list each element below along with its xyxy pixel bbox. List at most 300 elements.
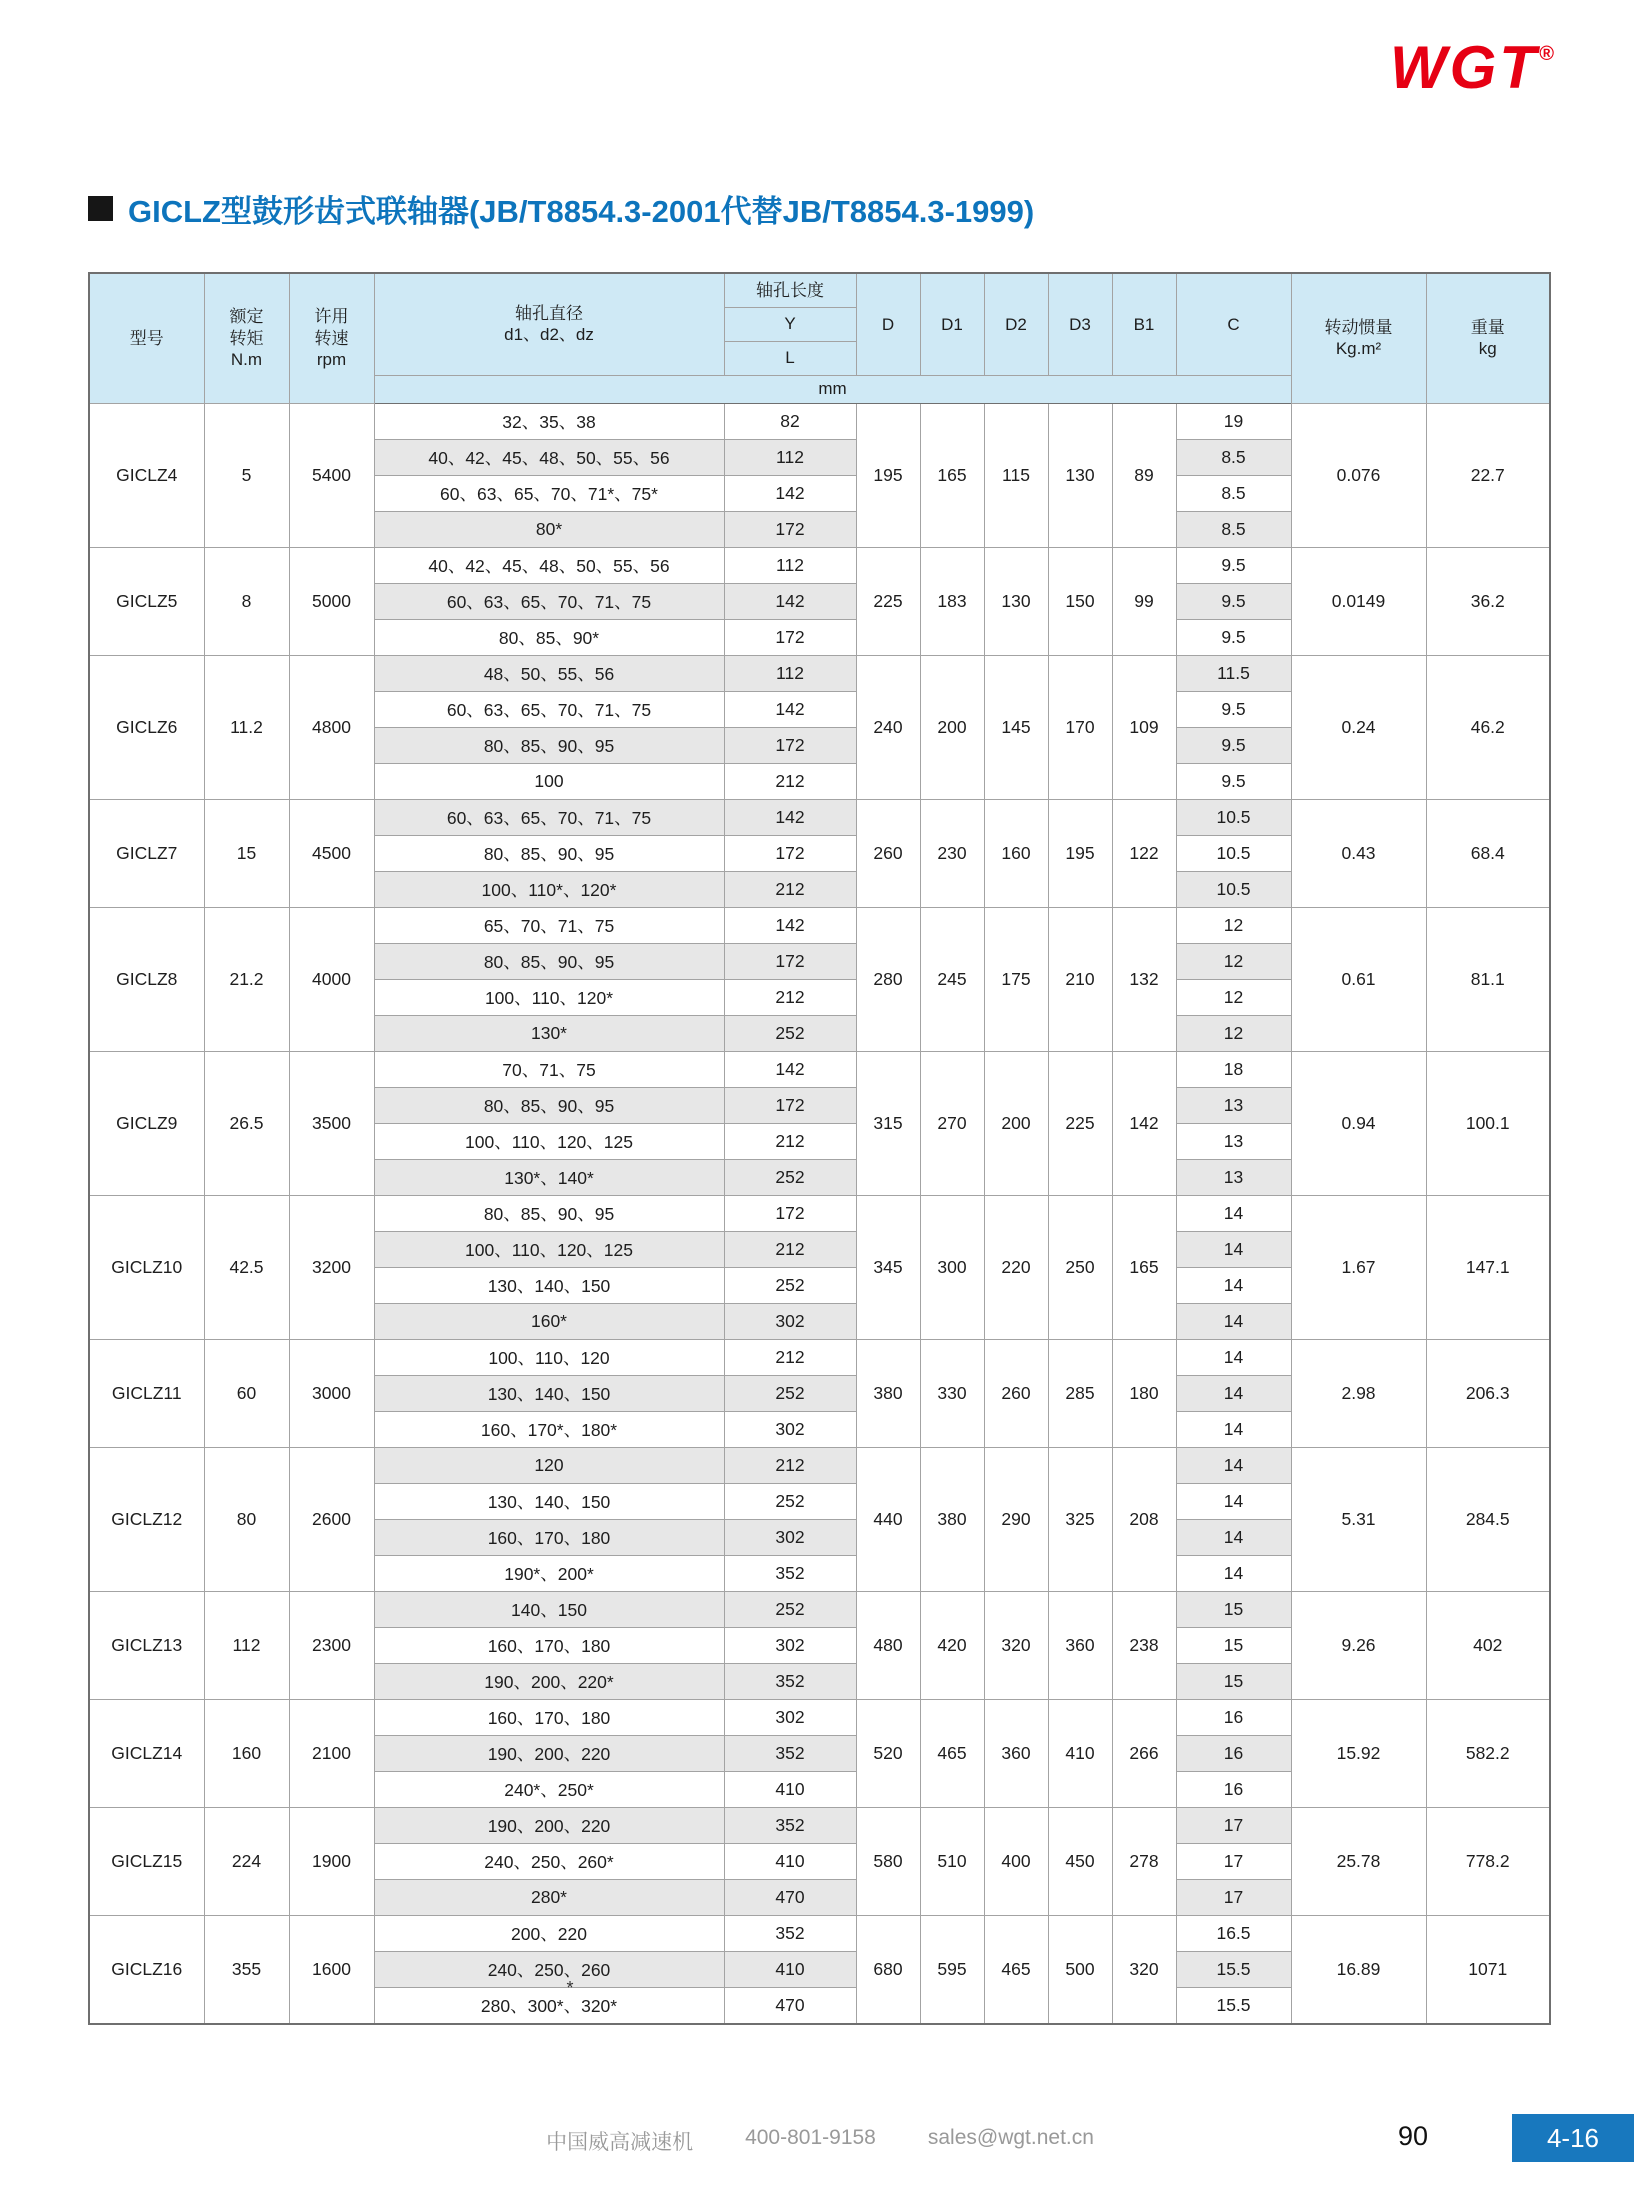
bore-length-cell: 252 xyxy=(724,1015,856,1051)
bore-diameter-cell: 70、71、75 xyxy=(374,1051,724,1087)
dim-C-cell: 14 xyxy=(1176,1303,1291,1339)
speed-cell: 2300 xyxy=(289,1591,374,1699)
speed-cell: 3500 xyxy=(289,1051,374,1195)
inertia-cell: 0.24 xyxy=(1291,655,1426,799)
bore-length-cell: 252 xyxy=(724,1483,856,1519)
dim-C-cell: 16 xyxy=(1176,1735,1291,1771)
bore-length-cell: 410 xyxy=(724,1951,856,1987)
speed-cell: 4000 xyxy=(289,907,374,1051)
dim-C-cell: 9.5 xyxy=(1176,583,1291,619)
bore-diameter-cell: 32、35、38 xyxy=(374,403,724,439)
bore-length-cell: 302 xyxy=(724,1519,856,1555)
header-inertia: 转动惯量 Kg.m² xyxy=(1291,273,1426,403)
dim-D-cell: 225 xyxy=(856,547,920,655)
footer xyxy=(420,2126,1220,2156)
header-unit-mm: mm xyxy=(374,375,1291,403)
dim-D2-cell: 220 xyxy=(984,1195,1048,1339)
bore-diameter-cell: 40、42、45、48、50、55、56 xyxy=(374,547,724,583)
torque-cell: 15 xyxy=(204,799,289,907)
registered-mark: ® xyxy=(1538,43,1554,65)
dim-C-cell: 13 xyxy=(1176,1123,1291,1159)
bore-diameter-cell: 280、300*、320* xyxy=(374,1987,724,2024)
dim-C-cell: 9.5 xyxy=(1176,727,1291,763)
dim-D1-cell: 165 xyxy=(920,403,984,547)
dim-B1-cell: 165 xyxy=(1112,1195,1176,1339)
model-cell: GICLZ12 xyxy=(89,1447,204,1591)
dim-D1-cell: 270 xyxy=(920,1051,984,1195)
dim-D1-cell: 380 xyxy=(920,1447,984,1591)
model-cell: GICLZ7 xyxy=(89,799,204,907)
weight-cell: 46.2 xyxy=(1426,655,1550,799)
table-row xyxy=(89,799,1550,835)
speed-cell: 4800 xyxy=(289,655,374,799)
wgt-logo xyxy=(1390,34,1554,101)
dim-C-cell: 10.5 xyxy=(1176,871,1291,907)
speed-cell: 5000 xyxy=(289,547,374,655)
dim-D3-cell: 360 xyxy=(1048,1591,1112,1699)
bore-length-cell: 410 xyxy=(724,1843,856,1879)
table-row xyxy=(89,655,1550,691)
bore-length-cell: 82 xyxy=(724,403,856,439)
bore-diameter-cell: 100、110、120、125 xyxy=(374,1123,724,1159)
bore-length-cell: 352 xyxy=(724,1555,856,1591)
inertia-cell: 0.61 xyxy=(1291,907,1426,1051)
weight-cell: 100.1 xyxy=(1426,1051,1550,1195)
table-row xyxy=(89,1339,1550,1375)
bore-diameter-cell: 48、50、55、56 xyxy=(374,655,724,691)
weight-cell: 68.4 xyxy=(1426,799,1550,907)
bore-diameter-cell: 130、140、150 xyxy=(374,1267,724,1303)
bore-length-cell: 112 xyxy=(724,655,856,691)
bore-diameter-cell: 160、170*、180* xyxy=(374,1411,724,1447)
header-C: C xyxy=(1176,273,1291,375)
dim-D3-cell: 410 xyxy=(1048,1699,1112,1807)
bore-length-cell: 302 xyxy=(724,1411,856,1447)
dim-C-cell: 8.5 xyxy=(1176,439,1291,475)
title-bullet-square xyxy=(88,196,113,221)
dim-D2-cell: 360 xyxy=(984,1699,1048,1807)
dim-C-cell: 14 xyxy=(1176,1339,1291,1375)
bore-diameter-cell: 240、250、260* xyxy=(374,1843,724,1879)
dim-C-cell: 14 xyxy=(1176,1231,1291,1267)
table-body xyxy=(89,403,1550,2024)
bore-length-cell: 142 xyxy=(724,799,856,835)
dim-D-cell: 195 xyxy=(856,403,920,547)
bore-length-cell: 352 xyxy=(724,1807,856,1843)
bore-length-cell: 172 xyxy=(724,943,856,979)
dim-B1-cell: 320 xyxy=(1112,1915,1176,2024)
dim-C-cell: 14 xyxy=(1176,1195,1291,1231)
bore-length-cell: 212 xyxy=(724,871,856,907)
inertia-cell: 2.98 xyxy=(1291,1339,1426,1447)
dim-B1-cell: 132 xyxy=(1112,907,1176,1051)
dim-D3-cell: 195 xyxy=(1048,799,1112,907)
bore-length-cell: 352 xyxy=(724,1663,856,1699)
bore-diameter-cell: 80、85、90、95 xyxy=(374,835,724,871)
header-bore-diameter: 轴孔直径 d1、d2、dz xyxy=(374,273,724,375)
bore-diameter-cell: 80、85、90、95 xyxy=(374,727,724,763)
header-speed: 许用 转速 rpm xyxy=(289,273,374,403)
dim-D3-cell: 130 xyxy=(1048,403,1112,547)
dim-C-cell: 9.5 xyxy=(1176,691,1291,727)
bore-length-cell: 252 xyxy=(724,1159,856,1195)
weight-cell: 147.1 xyxy=(1426,1195,1550,1339)
torque-cell: 8 xyxy=(204,547,289,655)
dim-B1-cell: 180 xyxy=(1112,1339,1176,1447)
speed-cell: 3000 xyxy=(289,1339,374,1447)
bore-length-cell: 212 xyxy=(724,979,856,1015)
dim-D1-cell: 183 xyxy=(920,547,984,655)
model-cell: GICLZ13 xyxy=(89,1591,204,1699)
dim-D2-cell: 260 xyxy=(984,1339,1048,1447)
dim-C-cell: 19 xyxy=(1176,403,1291,439)
footer-phone: 400-801-9158 xyxy=(745,2126,876,2149)
dim-D2-cell: 115 xyxy=(984,403,1048,547)
inertia-cell: 0.0149 xyxy=(1291,547,1426,655)
model-cell: GICLZ16 xyxy=(89,1915,204,2024)
dim-D-cell: 315 xyxy=(856,1051,920,1195)
dim-C-cell: 18 xyxy=(1176,1051,1291,1087)
footer-company: 中国威高减速机 xyxy=(546,2131,694,2154)
dim-C-cell: 15 xyxy=(1176,1627,1291,1663)
footnote-asterisk: * xyxy=(566,1978,574,1998)
bore-diameter-cell: 65、70、71、75 xyxy=(374,907,724,943)
table-header xyxy=(89,273,1550,403)
dim-C-cell: 16 xyxy=(1176,1771,1291,1807)
bore-length-cell: 142 xyxy=(724,691,856,727)
dim-C-cell: 13 xyxy=(1176,1159,1291,1195)
weight-cell: 778.2 xyxy=(1426,1807,1550,1915)
bore-diameter-cell: 190、200、220* xyxy=(374,1663,724,1699)
dim-C-cell: 14 xyxy=(1176,1519,1291,1555)
inertia-cell: 9.26 xyxy=(1291,1591,1426,1699)
dim-B1-cell: 122 xyxy=(1112,799,1176,907)
table-row xyxy=(89,1195,1550,1231)
weight-cell: 22.7 xyxy=(1426,403,1550,547)
bore-length-cell: 212 xyxy=(724,1231,856,1267)
inertia-cell: 5.31 xyxy=(1291,1447,1426,1591)
bore-diameter-cell: 60、63、65、70、71、75 xyxy=(374,583,724,619)
dim-D2-cell: 465 xyxy=(984,1915,1048,2024)
bore-length-cell: 142 xyxy=(724,583,856,619)
dim-C-cell: 17 xyxy=(1176,1843,1291,1879)
bore-diameter-cell: 240、250、260 xyxy=(374,1951,724,1987)
dim-C-cell: 17 xyxy=(1176,1879,1291,1915)
bore-length-cell: 302 xyxy=(724,1627,856,1663)
bore-length-cell: 142 xyxy=(724,1051,856,1087)
bore-diameter-cell: 120 xyxy=(374,1447,724,1483)
dim-D-cell: 480 xyxy=(856,1591,920,1699)
wgt-logo-text: WGT xyxy=(1390,34,1539,101)
bore-length-cell: 470 xyxy=(724,1879,856,1915)
table-row xyxy=(89,907,1550,943)
bore-diameter-cell: 100、110、120 xyxy=(374,1339,724,1375)
header-weight: 重量 kg xyxy=(1426,273,1550,403)
dim-C-cell: 14 xyxy=(1176,1411,1291,1447)
bore-diameter-cell: 190*、200* xyxy=(374,1555,724,1591)
dim-D-cell: 680 xyxy=(856,1915,920,2024)
dim-D-cell: 520 xyxy=(856,1699,920,1807)
dim-B1-cell: 208 xyxy=(1112,1447,1176,1591)
dim-C-cell: 16 xyxy=(1176,1699,1291,1735)
torque-cell: 42.5 xyxy=(204,1195,289,1339)
dim-B1-cell: 109 xyxy=(1112,655,1176,799)
dim-B1-cell: 238 xyxy=(1112,1591,1176,1699)
model-cell: GICLZ9 xyxy=(89,1051,204,1195)
dim-C-cell: 10.5 xyxy=(1176,835,1291,871)
bore-length-cell: 172 xyxy=(724,835,856,871)
dim-C-cell: 17 xyxy=(1176,1807,1291,1843)
model-cell: GICLZ11 xyxy=(89,1339,204,1447)
dim-D3-cell: 210 xyxy=(1048,907,1112,1051)
weight-cell: 582.2 xyxy=(1426,1699,1550,1807)
bore-length-cell: 172 xyxy=(724,727,856,763)
bore-diameter-cell: 130* xyxy=(374,1015,724,1051)
dim-B1-cell: 89 xyxy=(1112,403,1176,547)
model-cell: GICLZ6 xyxy=(89,655,204,799)
bore-diameter-cell: 100 xyxy=(374,763,724,799)
table-row xyxy=(89,1447,1550,1483)
model-cell: GICLZ4 xyxy=(89,403,204,547)
bore-diameter-cell: 100、110、120* xyxy=(374,979,724,1015)
page-number: 90 xyxy=(1398,2121,1429,2151)
dim-C-cell: 8.5 xyxy=(1176,475,1291,511)
bore-diameter-cell: 130*、140* xyxy=(374,1159,724,1195)
dim-D-cell: 240 xyxy=(856,655,920,799)
dim-D-cell: 380 xyxy=(856,1339,920,1447)
dim-C-cell: 9.5 xyxy=(1176,763,1291,799)
header-D: D xyxy=(856,273,920,375)
weight-cell: 402 xyxy=(1426,1591,1550,1699)
dim-D2-cell: 145 xyxy=(984,655,1048,799)
bore-length-cell: 172 xyxy=(724,1195,856,1231)
bore-length-cell: 212 xyxy=(724,763,856,799)
bore-diameter-cell: 160* xyxy=(374,1303,724,1339)
bore-diameter-cell: 80、85、90、95 xyxy=(374,1087,724,1123)
bore-length-cell: 352 xyxy=(724,1915,856,1951)
bore-length-cell: 302 xyxy=(724,1303,856,1339)
dim-C-cell: 15 xyxy=(1176,1663,1291,1699)
bore-length-cell: 410 xyxy=(724,1771,856,1807)
dim-D3-cell: 250 xyxy=(1048,1195,1112,1339)
bore-length-cell: 112 xyxy=(724,439,856,475)
dim-D1-cell: 200 xyxy=(920,655,984,799)
table-row xyxy=(89,547,1550,583)
bore-length-cell: 252 xyxy=(724,1375,856,1411)
bore-diameter-cell: 80、85、90* xyxy=(374,619,724,655)
dim-C-cell: 11.5 xyxy=(1176,655,1291,691)
dim-D2-cell: 320 xyxy=(984,1591,1048,1699)
bore-diameter-cell: 160、170、180 xyxy=(374,1627,724,1663)
speed-cell: 2600 xyxy=(289,1447,374,1591)
dim-D3-cell: 500 xyxy=(1048,1915,1112,2024)
dim-D3-cell: 150 xyxy=(1048,547,1112,655)
dim-C-cell: 15 xyxy=(1176,1591,1291,1627)
header-D2: D2 xyxy=(984,273,1048,375)
dim-D1-cell: 330 xyxy=(920,1339,984,1447)
dim-B1-cell: 266 xyxy=(1112,1699,1176,1807)
speed-cell: 1600 xyxy=(289,1915,374,2024)
dim-B1-cell: 142 xyxy=(1112,1051,1176,1195)
table-row xyxy=(89,1699,1550,1735)
model-cell: GICLZ8 xyxy=(89,907,204,1051)
dim-C-cell: 12 xyxy=(1176,979,1291,1015)
dim-D1-cell: 420 xyxy=(920,1591,984,1699)
dim-D1-cell: 595 xyxy=(920,1915,984,2024)
bore-diameter-cell: 190、200、220 xyxy=(374,1807,724,1843)
weight-cell: 206.3 xyxy=(1426,1339,1550,1447)
bore-length-cell: 252 xyxy=(724,1591,856,1627)
dim-D3-cell: 325 xyxy=(1048,1447,1112,1591)
torque-cell: 224 xyxy=(204,1807,289,1915)
section-badge: 4-16 xyxy=(1512,2114,1634,2162)
dim-D2-cell: 290 xyxy=(984,1447,1048,1591)
speed-cell: 2100 xyxy=(289,1699,374,1807)
dim-C-cell: 9.5 xyxy=(1176,619,1291,655)
bore-diameter-cell: 80、85、90、95 xyxy=(374,1195,724,1231)
bore-diameter-cell: 40、42、45、48、50、55、56 xyxy=(374,439,724,475)
model-cell: GICLZ14 xyxy=(89,1699,204,1807)
dim-C-cell: 14 xyxy=(1176,1375,1291,1411)
table-row xyxy=(89,1591,1550,1627)
dim-C-cell: 16.5 xyxy=(1176,1915,1291,1951)
dim-C-cell: 10.5 xyxy=(1176,799,1291,835)
page-title: GICLZ型鼓形齿式联轴器(JB/T8854.3-2001代替JB/T8854.3-1999) xyxy=(128,194,1035,229)
torque-cell: 80 xyxy=(204,1447,289,1591)
table-row xyxy=(89,403,1550,439)
dim-D3-cell: 285 xyxy=(1048,1339,1112,1447)
torque-cell: 112 xyxy=(204,1591,289,1699)
weight-cell: 36.2 xyxy=(1426,547,1550,655)
bore-length-cell: 172 xyxy=(724,619,856,655)
speed-cell: 4500 xyxy=(289,799,374,907)
speed-cell: 1900 xyxy=(289,1807,374,1915)
torque-cell: 21.2 xyxy=(204,907,289,1051)
torque-cell: 60 xyxy=(204,1339,289,1447)
bore-diameter-cell: 200、220 xyxy=(374,1915,724,1951)
bore-diameter-cell: 60、63、65、70、71、75 xyxy=(374,691,724,727)
bore-length-cell: 212 xyxy=(724,1123,856,1159)
dim-D-cell: 580 xyxy=(856,1807,920,1915)
header-Y: Y xyxy=(724,307,856,341)
header-B1: B1 xyxy=(1112,273,1176,375)
dim-D2-cell: 400 xyxy=(984,1807,1048,1915)
bore-length-cell: 470 xyxy=(724,1987,856,2024)
model-cell: GICLZ15 xyxy=(89,1807,204,1915)
header-model: 型号 xyxy=(89,273,204,403)
torque-cell: 355 xyxy=(204,1915,289,2024)
dim-D-cell: 280 xyxy=(856,907,920,1051)
dim-D1-cell: 230 xyxy=(920,799,984,907)
bore-length-cell: 142 xyxy=(724,475,856,511)
model-cell: GICLZ10 xyxy=(89,1195,204,1339)
bore-length-cell: 252 xyxy=(724,1267,856,1303)
dim-D3-cell: 225 xyxy=(1048,1051,1112,1195)
header-D3: D3 xyxy=(1048,273,1112,375)
inertia-cell: 0.076 xyxy=(1291,403,1426,547)
bore-length-cell: 172 xyxy=(724,511,856,547)
bore-length-cell: 172 xyxy=(724,1087,856,1123)
bore-length-cell: 212 xyxy=(724,1339,856,1375)
header-L: L xyxy=(724,341,856,375)
inertia-cell: 0.43 xyxy=(1291,799,1426,907)
dim-D2-cell: 130 xyxy=(984,547,1048,655)
dim-D2-cell: 175 xyxy=(984,907,1048,1051)
bore-diameter-cell: 160、170、180 xyxy=(374,1699,724,1735)
bore-length-cell: 112 xyxy=(724,547,856,583)
bore-diameter-cell: 160、170、180 xyxy=(374,1519,724,1555)
inertia-cell: 25.78 xyxy=(1291,1807,1426,1915)
dim-C-cell: 9.5 xyxy=(1176,547,1291,583)
header-D1: D1 xyxy=(920,273,984,375)
dim-D2-cell: 160 xyxy=(984,799,1048,907)
inertia-cell: 0.94 xyxy=(1291,1051,1426,1195)
dim-D1-cell: 465 xyxy=(920,1699,984,1807)
weight-cell: 81.1 xyxy=(1426,907,1550,1051)
coupling-spec-table xyxy=(88,272,1551,2025)
torque-cell: 11.2 xyxy=(204,655,289,799)
dim-D1-cell: 510 xyxy=(920,1807,984,1915)
bore-diameter-cell: 130、140、150 xyxy=(374,1483,724,1519)
dim-C-cell: 12 xyxy=(1176,907,1291,943)
dim-C-cell: 14 xyxy=(1176,1555,1291,1591)
bore-length-cell: 302 xyxy=(724,1699,856,1735)
dim-C-cell: 15.5 xyxy=(1176,1987,1291,2024)
dim-D-cell: 260 xyxy=(856,799,920,907)
torque-cell: 26.5 xyxy=(204,1051,289,1195)
bore-diameter-cell: 80、85、90、95 xyxy=(374,943,724,979)
bore-diameter-cell: 240*、250* xyxy=(374,1771,724,1807)
dim-C-cell: 12 xyxy=(1176,943,1291,979)
torque-cell: 5 xyxy=(204,403,289,547)
bore-diameter-cell: 80* xyxy=(374,511,724,547)
dim-C-cell: 13 xyxy=(1176,1087,1291,1123)
inertia-cell: 15.92 xyxy=(1291,1699,1426,1807)
dim-D3-cell: 450 xyxy=(1048,1807,1112,1915)
bore-length-cell: 212 xyxy=(724,1447,856,1483)
inertia-cell: 16.89 xyxy=(1291,1915,1426,2024)
dim-C-cell: 12 xyxy=(1176,1015,1291,1051)
bore-diameter-cell: 280* xyxy=(374,1879,724,1915)
table-row xyxy=(89,1807,1550,1843)
table-row xyxy=(89,1915,1550,1951)
bore-diameter-cell: 130、140、150 xyxy=(374,1375,724,1411)
dim-D1-cell: 245 xyxy=(920,907,984,1051)
bore-length-cell: 142 xyxy=(724,907,856,943)
bore-diameter-cell: 60、63、65、70、71*、75* xyxy=(374,475,724,511)
dim-B1-cell: 99 xyxy=(1112,547,1176,655)
inertia-cell: 1.67 xyxy=(1291,1195,1426,1339)
dim-C-cell: 14 xyxy=(1176,1447,1291,1483)
torque-cell: 160 xyxy=(204,1699,289,1807)
dim-D1-cell: 300 xyxy=(920,1195,984,1339)
bore-diameter-cell: 100、110、120、125 xyxy=(374,1231,724,1267)
bore-diameter-cell: 100、110*、120* xyxy=(374,871,724,907)
bore-length-cell: 352 xyxy=(724,1735,856,1771)
dim-D-cell: 440 xyxy=(856,1447,920,1591)
header-torque: 额定 转矩 N.m xyxy=(204,273,289,403)
weight-cell: 1071 xyxy=(1426,1915,1550,2024)
footer-email: sales@wgt.net.cn xyxy=(927,2126,1094,2149)
table-row xyxy=(89,1051,1550,1087)
weight-cell: 284.5 xyxy=(1426,1447,1550,1591)
bore-diameter-cell: 140、150 xyxy=(374,1591,724,1627)
bore-diameter-cell: 190、200、220 xyxy=(374,1735,724,1771)
dim-C-cell: 15.5 xyxy=(1176,1951,1291,1987)
speed-cell: 3200 xyxy=(289,1195,374,1339)
bore-diameter-cell: 60、63、65、70、71、75 xyxy=(374,799,724,835)
dim-D-cell: 345 xyxy=(856,1195,920,1339)
